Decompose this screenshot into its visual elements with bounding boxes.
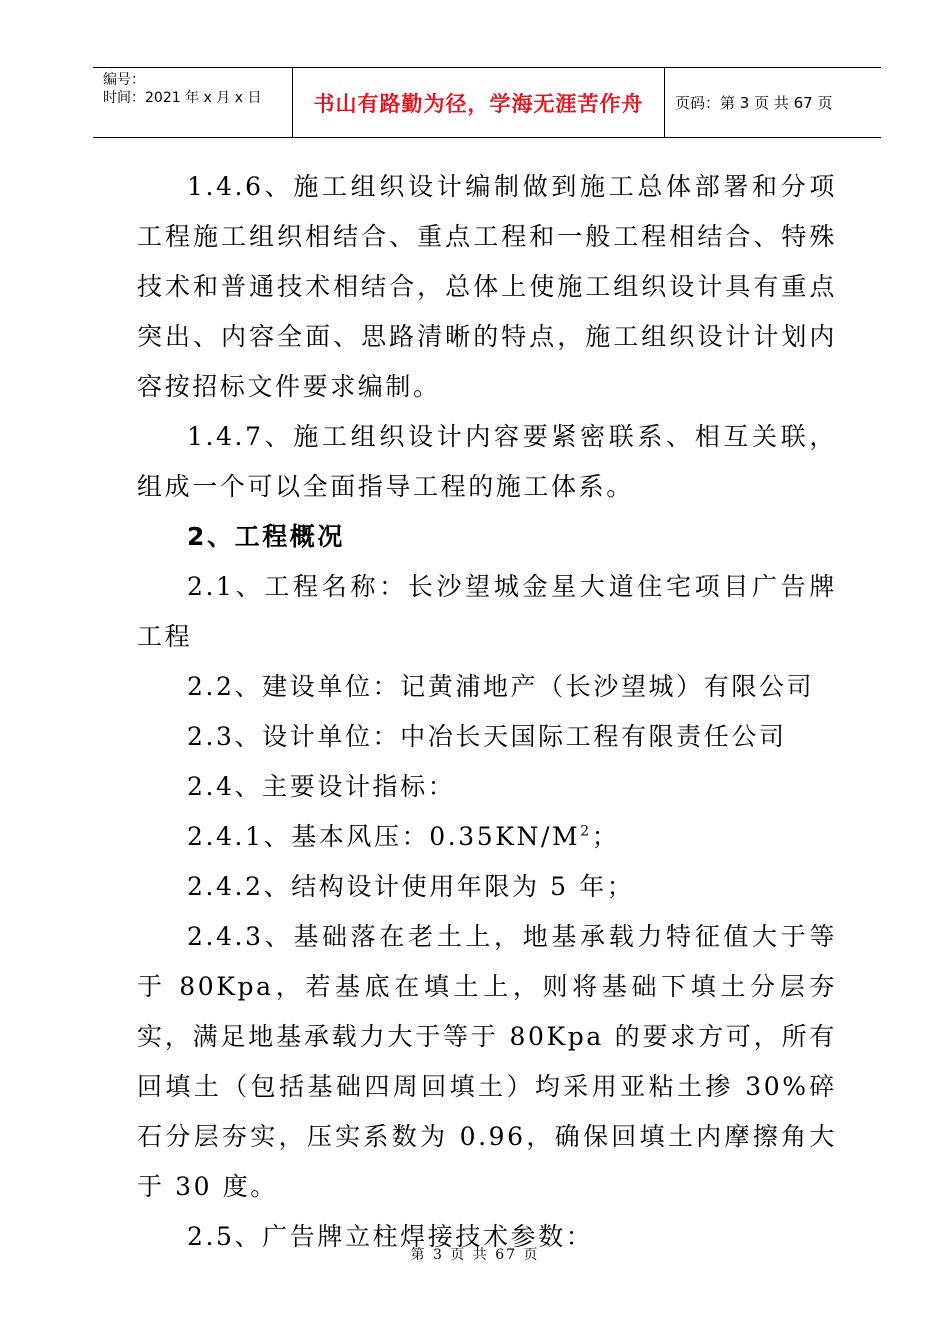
header-info-cell (93, 68, 293, 137)
semicolon: ； (591, 822, 620, 851)
paragraph-1-4-7: 1.4.7、施工组织设计内容要紧密联系、相互关联，组成一个可以全面指导工程的施工体系。 (137, 422, 837, 501)
paragraph-2-4-1 (137, 812, 837, 862)
footer-page-text: 第 3 页 共 67 页 (410, 1247, 540, 1263)
time-label: 时间：2021 年 x 月 x 日 (103, 90, 262, 106)
motto-cell (293, 68, 665, 137)
wind-pressure-text: 2.4.1、基本风压：0.35KN/M (187, 822, 581, 851)
paragraph-1-4-6: 1.4.6、施工组织设计编制做到施工总体部署和分项工程施工组织相结合、重点工程和一般工程相结合、特殊技术和普通技术相结合，总体上使施工组织设计具有重点突出、内容全面、思路清晰的特点，施工组织设计计划内容按招标文件要求编制。 (137, 172, 837, 401)
page-footer (0, 1244, 950, 1264)
paragraph-2-4-3: 2.4.3、基础落在老土上，地基承载力特征值大于等于 80Kpa，若基底在填土上，则将基础下填土分层夯实，满足地基承载力大于等于 80Kpa 的要求方可，所有回填土（包括基础四周回填土）均采用亚粘土掺 30%碎石分层夯实，压实系数为 0.96，确保回填土内摩擦角大于 30 度。 (137, 922, 837, 1201)
paragraph-2-1: 2.1、工程名称：长沙望城金星大道住宅项目广告牌工程 (137, 572, 837, 651)
page-count-cell (665, 68, 881, 137)
section-heading-2: 2、工程概况 (187, 522, 345, 551)
paragraph-2-5: 2.5、广告牌立柱焊接技术参数： (187, 1222, 594, 1251)
paragraph-2-2: 2.2、建设单位：记黄浦地产（长沙望城）有限公司 (187, 672, 815, 701)
number-label: 编号： (103, 72, 145, 88)
document-body (137, 162, 837, 1262)
motto-text: 书山有路勤为径，学海无涯苦作舟 (313, 91, 644, 116)
paragraph-2-4: 2.4、主要设计指标： (187, 772, 456, 801)
page-count-text: 页码：第 3 页 共 67 页 (675, 94, 833, 112)
paragraph-2-3: 2.3、设计单位：中冶长天国际工程有限责任公司 (187, 722, 787, 751)
header-table (93, 67, 881, 138)
paragraph-2-4-2: 2.4.2、结构设计使用年限为 5 年； (187, 872, 635, 901)
superscript-2: 2 (580, 823, 592, 840)
